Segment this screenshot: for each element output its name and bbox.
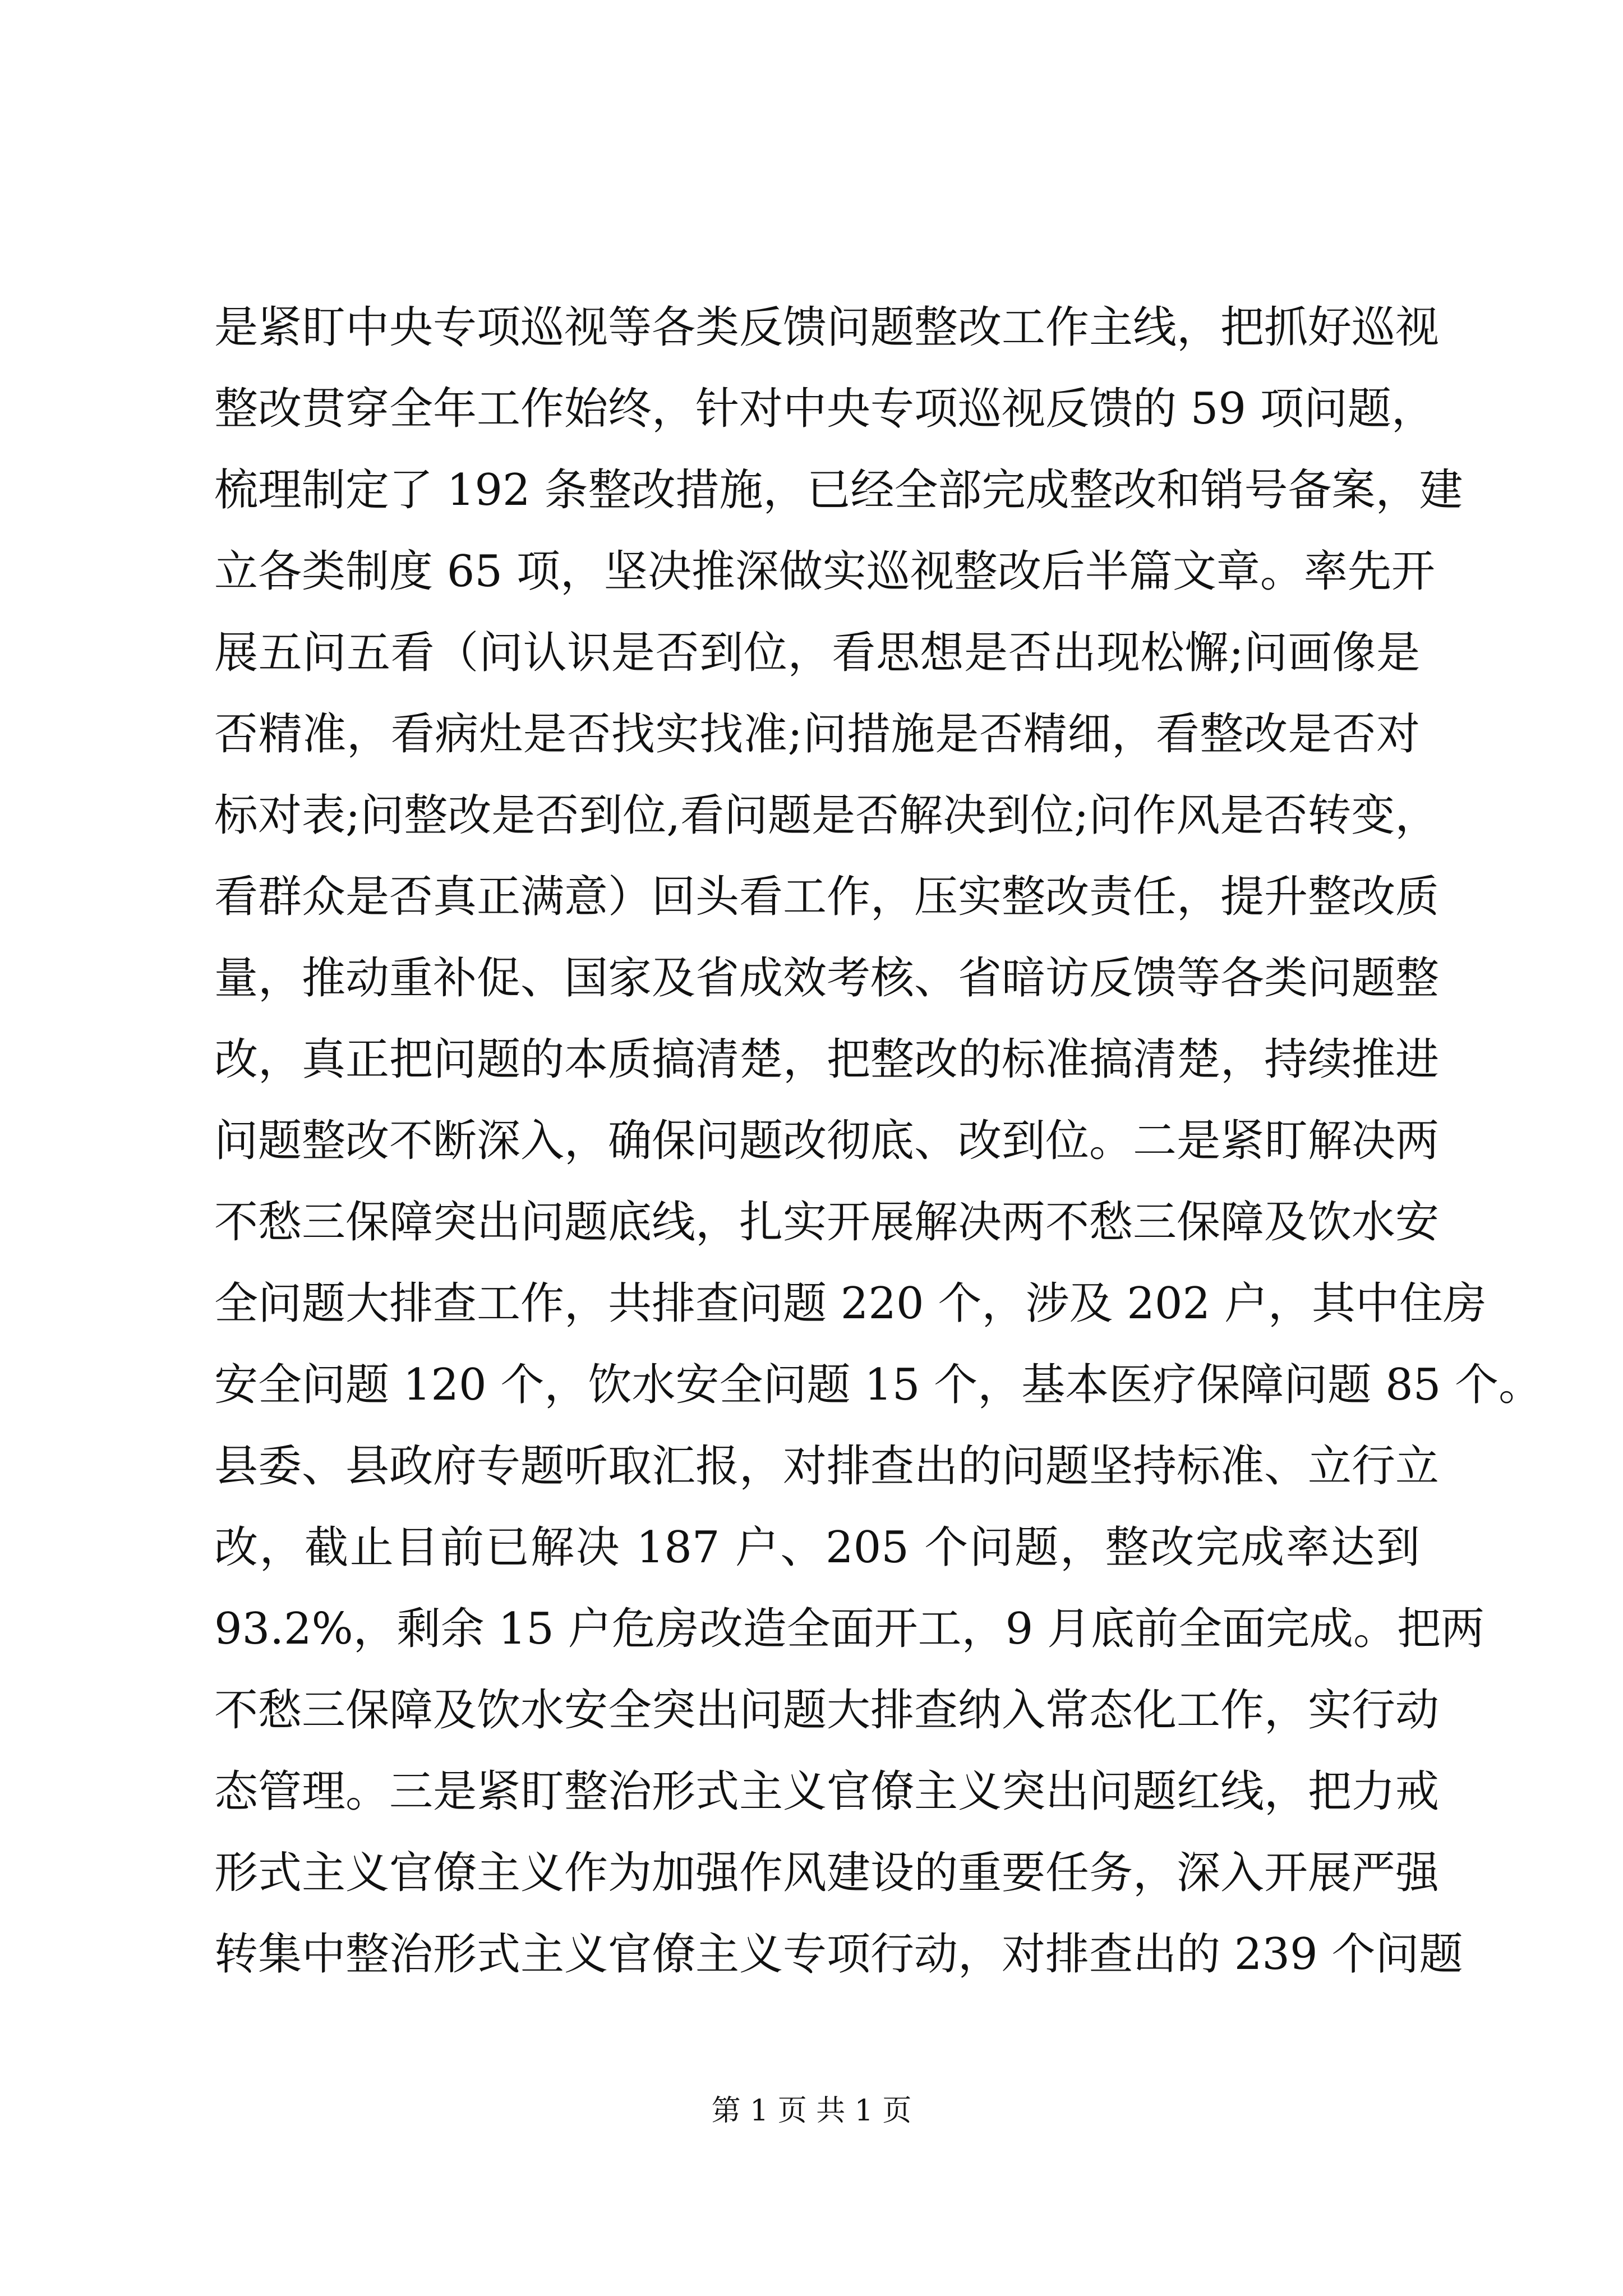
text-line-4: 立各类制度 65 项，坚决推深做实巡视整改后半篇文章。率先开 <box>214 546 1435 597</box>
text-line-9: 量，推动重补促、国家及省成效考核、省暗访反馈等各类问题整 <box>214 953 1440 1004</box>
text-line-3: 梳理制定了 192 条整改措施，已经全部完成整改和销号备案，建 <box>214 465 1463 516</box>
text-line-16: 改，截止目前已解决 187 户、205 个问题，整改完成率达到 <box>214 1522 1420 1573</box>
text-line-7: 标对表;问整改是否到位,看问题是否解决到位;问作风是否转变， <box>214 790 1439 841</box>
text-line-17: 93.2%，剩余 15 户危房改造全面开工，9 月底前全面完成。把两 <box>214 1604 1485 1654</box>
text-line-2: 整改贯穿全年工作始终，针对中央专项巡视反馈的 59 项问题， <box>214 384 1435 434</box>
text-line-1: 是紧盯中央专项巡视等各类反馈问题整改工作主线，把抓好巡视 <box>214 302 1440 353</box>
body-text <box>214 287 1543 1995</box>
text-line-21: 转集中整治形式主义官僚主义专项行动，对排查出的 239 个问题 <box>214 1929 1463 1980</box>
text-line-8: 看群众是否真正满意）回头看工作，压实整改责任，提升整改质 <box>214 872 1440 922</box>
text-line-18: 不愁三保障及饮水安全突出问题大排查纳入常态化工作，实行动 <box>214 1685 1440 1736</box>
text-line-5: 展五问五看（问认识是否到位，看思想是否出现松懈;问画像是 <box>214 628 1420 678</box>
text-line-12: 不愁三保障突出问题底线，扎实开展解决两不愁三保障及饮水安 <box>214 1197 1440 1248</box>
text-line-6: 否精准，看病灶是否找实找准;问措施是否精细，看整改是否对 <box>214 709 1420 760</box>
page-footer: 第 1 页 共 1 页 <box>711 2094 912 2128</box>
text-line-14: 安全问题 120 个，饮水安全问题 15 个，基本医疗保障问题 85 个。 <box>214 1360 1543 1410</box>
text-line-15: 县委、县政府专题听取汇报，对排查出的问题坚持标准、立行立 <box>214 1441 1440 1492</box>
text-line-19: 态管理。三是紧盯整治形式主义官僚主义突出问题红线，把力戒 <box>214 1766 1440 1817</box>
text-line-13: 全问题大排查工作，共排查问题 220 个，涉及 202 户，其中住房 <box>214 1278 1487 1329</box>
text-line-20: 形式主义官僚主义作为加强作风建设的重要任务，深入开展严强 <box>214 1848 1440 1898</box>
text-line-10: 改，真正把问题的本质搞清楚，把整改的标准搞清楚，持续推进 <box>214 1034 1440 1085</box>
text-line-11: 问题整改不断深入，确保问题改彻底、改到位。二是紧盯解决两 <box>214 1116 1440 1166</box>
